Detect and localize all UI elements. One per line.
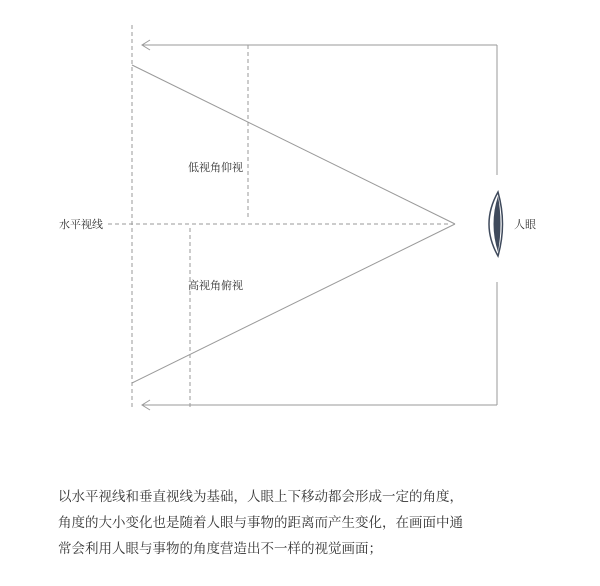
horizontal-line-label: 水平视线 [59,218,103,231]
lower-sight-line [132,224,455,383]
caption-line: 以水平视线和垂直视线为基础，人眼上下移动都会形成一定的角度， [58,489,463,505]
caption-paragraph [58,484,558,562]
eye-icon [489,192,503,256]
caption-line: 角度的大小变化也是随着人眼与事物的距离而产生变化，在画面中通 [58,515,463,531]
low-angle-label: 低视角仰视 [188,161,243,174]
eye-label: 人眼 [514,218,536,231]
upper-sight-line [132,65,455,224]
high-angle-label: 高视角俯视 [188,279,243,292]
caption-line: 常会利用人眼与事物的角度营造出不一样的视觉画面； [58,541,382,557]
